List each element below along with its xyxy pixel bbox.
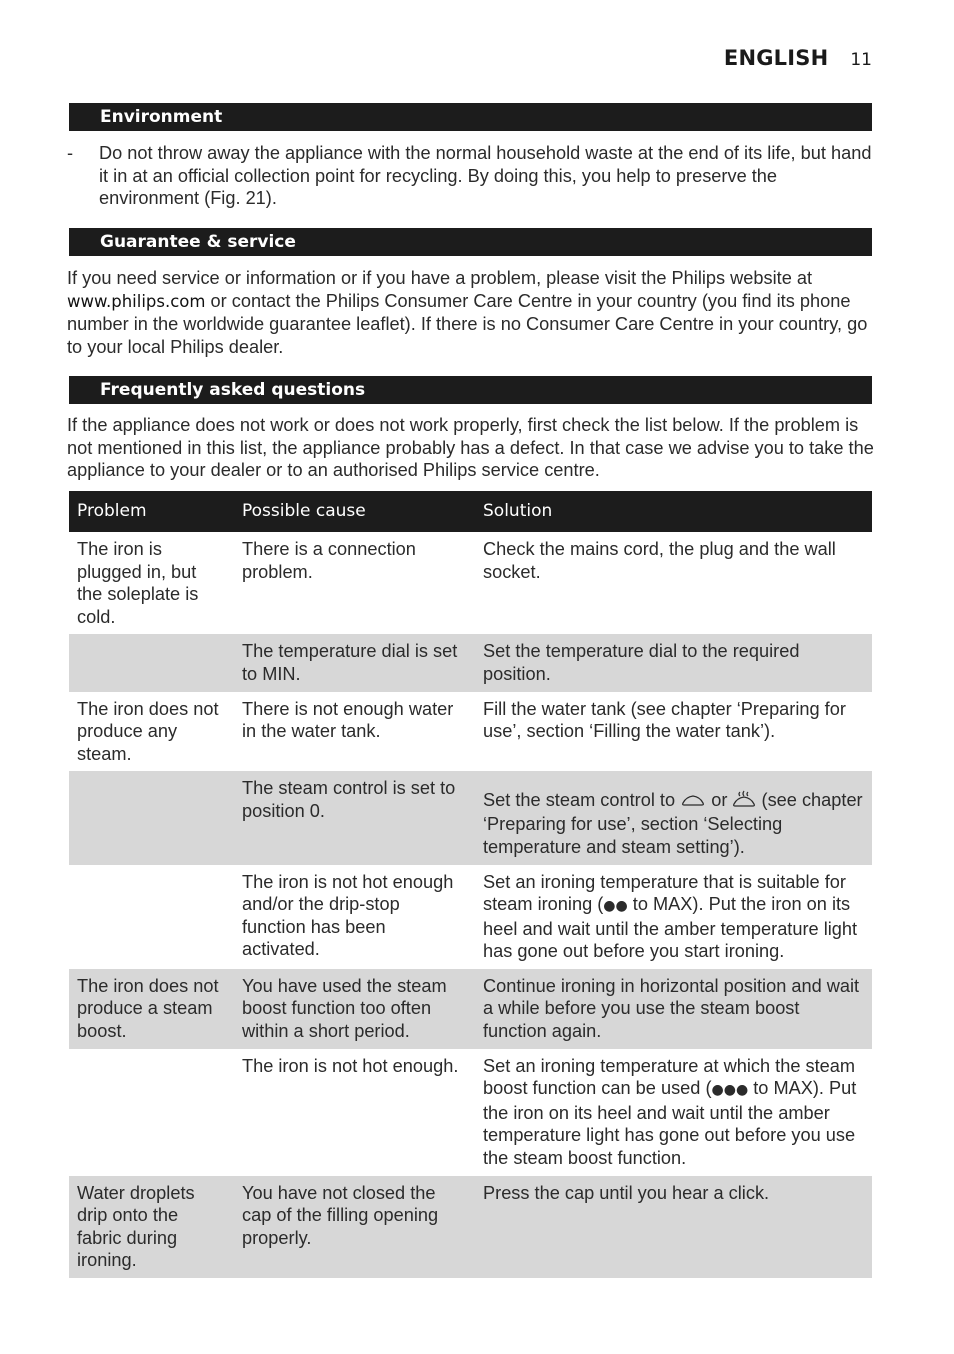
table-row — [69, 1049, 872, 1176]
table-row — [69, 532, 872, 634]
language-label: ENGLISH — [723, 46, 829, 70]
cause-cell: The iron is not hot enough. — [242, 1055, 459, 1076]
table-row — [69, 634, 872, 691]
problem-cell — [69, 1049, 234, 1176]
solution-text: Set an ironing temperature that is suitable for steam ironing ( — [483, 871, 846, 915]
temperature-dots-3: ●●● — [711, 1082, 749, 1099]
cause-cell: There is not enough water in the water tank. — [242, 698, 454, 742]
page-number: 11 — [850, 50, 872, 70]
table-row — [69, 865, 872, 969]
steam-high-icon — [732, 790, 756, 814]
environment-text: Do not throw away the appliance with the normal household waste at the end of its life, but hand it in at an official collection point for recycling. By doing this, you help to preserve the environment (Fig. 21). — [99, 143, 872, 209]
solution-cell — [475, 771, 872, 864]
problem-cell: The iron does not produce a steam boost. — [69, 969, 234, 1049]
problem-cell: The iron is plugged in, but the soleplate is cold. — [77, 539, 199, 627]
solution-text: Set an ironing temperature at which the steam boost function can be used ( — [483, 1055, 856, 1099]
section-heading-environment: Environment — [69, 103, 872, 131]
cause-cell: The temperature dial is set to MIN. — [234, 634, 475, 691]
cause-cell: The iron is not hot enough and/or the drip-stop function has been activated. — [242, 871, 454, 960]
solution-text: (see chapter ‘Preparing for use’, section ‘Selecting temperature and steam setting’). — [483, 790, 863, 857]
problem-cell: The iron does not produce any steam. — [77, 698, 219, 764]
steam-low-icon — [680, 790, 706, 813]
guarantee-text-after: or contact the Philips Consumer Care Centre in your country (you find its phone number in the worldwide guarantee leaflet). If there is no Consumer Care Centre in your country, go to your local Philips dealer. — [67, 290, 868, 357]
table-row — [69, 771, 872, 864]
column-header-cause: Possible cause — [234, 491, 475, 532]
section-heading-faq: Frequently asked questions — [69, 376, 872, 404]
faq-intro: If the appliance does not work or does not work properly, first check the list below. If the problem is not mentioned in this list, the appliance probably has a defect. In that case we advise you to take the appliance to your dealer or to an authorised Philips service centre. — [67, 415, 874, 481]
solution-cell — [475, 1049, 872, 1176]
solution-text: or — [711, 790, 728, 811]
cause-cell: The steam control is set to position 0. — [234, 771, 475, 864]
column-header-solution: Solution — [475, 491, 872, 532]
cause-cell: There is a connection problem. — [242, 539, 416, 582]
environment-bullet — [67, 142, 875, 210]
bullet-dash: - — [67, 143, 74, 163]
problem-cell — [69, 771, 234, 864]
column-header-problem: Problem — [69, 491, 234, 532]
solution-text: Set the steam control to — [483, 790, 676, 811]
table-row — [69, 1176, 872, 1278]
page-header — [724, 46, 872, 70]
solution-cell: Check the mains cord, the plug and the wall socket. — [483, 539, 836, 582]
philips-website-link[interactable]: www.philips.com — [67, 291, 206, 311]
solution-cell: Press the cap until you hear a click. — [475, 1176, 872, 1278]
table-header-row — [69, 491, 872, 532]
solution-cell: Set the temperature dial to the required position. — [475, 634, 872, 691]
guarantee-paragraph — [67, 267, 875, 358]
cause-cell: You have used the steam boost function too often within a short period. — [234, 969, 475, 1049]
cause-cell: You have not closed the cap of the filling opening properly. — [234, 1176, 475, 1278]
solution-text: to MAX). Put the iron on its heel and wait until the amber temperature light has gone out before you start ironing. — [483, 894, 858, 962]
faq-table — [69, 491, 872, 1278]
table-row — [69, 969, 872, 1049]
guarantee-text-before: If you need service or information or if you have a problem, please visit the Philips website at — [67, 268, 813, 288]
temperature-dots-2: ●● — [603, 898, 628, 915]
problem-cell — [69, 865, 234, 969]
table-row — [69, 692, 872, 772]
solution-cell — [475, 865, 872, 969]
solution-cell: Continue ironing in horizontal position and wait a while before you use the steam boost function again. — [475, 969, 872, 1049]
problem-cell — [69, 634, 234, 691]
problem-cell: Water droplets drip onto the fabric during ironing. — [69, 1176, 234, 1278]
section-heading-guarantee: Guarantee & service — [69, 228, 872, 256]
solution-cell: Fill the water tank (see chapter ‘Preparing for use’, section ‘Filling the water tank’). — [483, 698, 846, 742]
solution-text: to MAX). Put the iron on its heel and wait until the amber temperature light has gone out before you use the steam boost function. — [483, 1078, 857, 1169]
